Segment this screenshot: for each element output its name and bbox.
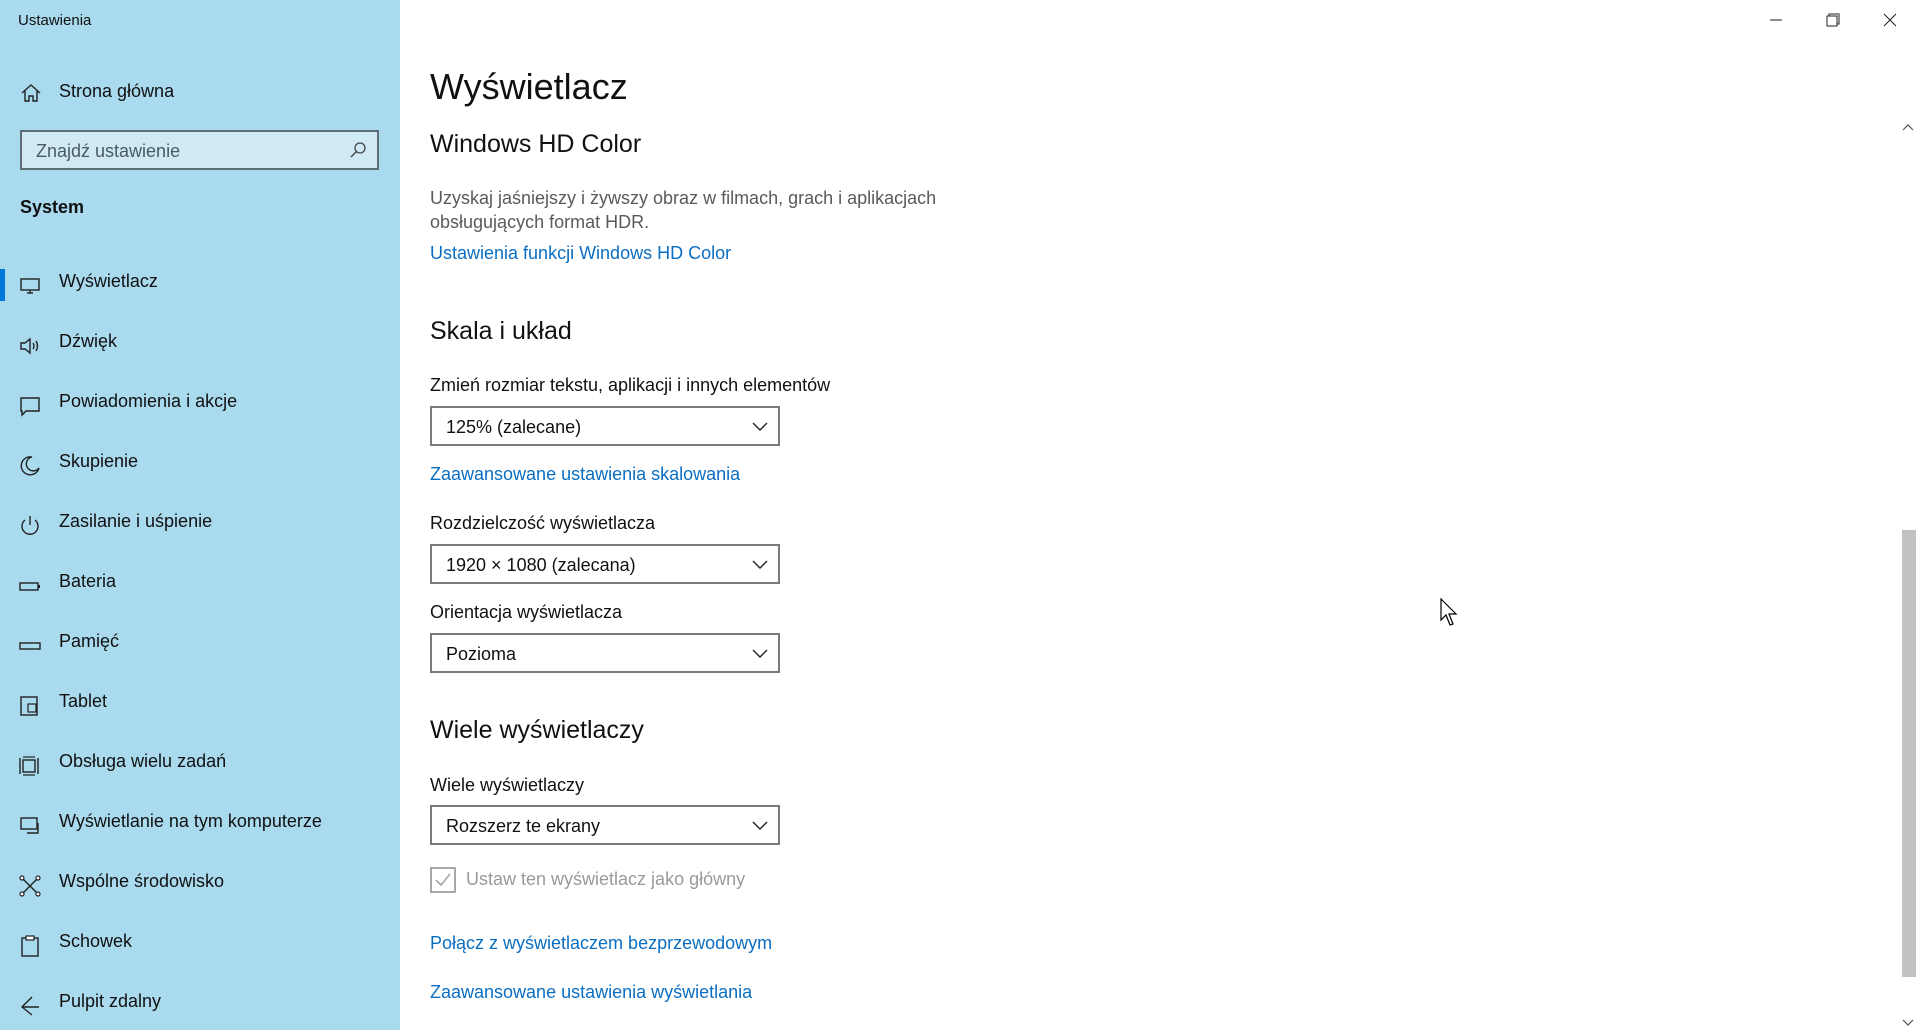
project-icon (18, 814, 42, 838)
sidebar-item-label: Wyświetlacz (59, 271, 158, 291)
sidebar-item-label: Wyświetlanie na tym komputerze (59, 811, 322, 831)
wireless-display-link[interactable]: Połącz z wyświetlaczem bezprzewodowym (430, 933, 773, 953)
sidebar-item-powiadomienia[interactable] (0, 376, 400, 436)
speaker-icon (18, 334, 42, 358)
orientation-dropdown[interactable] (430, 633, 780, 673)
clipboard-icon (18, 934, 42, 958)
chevron-down-icon (752, 558, 768, 570)
text-size-value: 125% (zalecane) (446, 417, 582, 437)
sidebar-item-label: Powiadomienia i akcje (59, 391, 238, 411)
sidebar-item-tablet[interactable] (0, 676, 400, 736)
multi-display-value: Rozszerz te ekrany (446, 816, 601, 836)
sidebar-item-label: Wspólne środowisko (59, 871, 225, 891)
sidebar-item-wiele-zadan[interactable] (0, 736, 400, 796)
chevron-down-icon (752, 819, 768, 831)
remote-desktop-icon (18, 994, 42, 1018)
sidebar-item-wyswietlanie[interactable] (0, 796, 400, 856)
scroll-down-icon[interactable] (1901, 1018, 1915, 1028)
resolution-dropdown[interactable] (430, 544, 780, 584)
search-placeholder: Znajdź ustawienie (36, 141, 181, 161)
scroll-thumb[interactable] (1902, 530, 1916, 977)
text-size-label: Zmień rozmiar tekstu, aplikacji i innych elementów (430, 375, 831, 395)
advanced-display-link[interactable]: Zaawansowane ustawienia wyświetlania (430, 982, 753, 1002)
sidebar-item-skupienie[interactable] (0, 436, 400, 496)
sidebar (0, 0, 400, 1030)
orientation-label: Orientacja wyświetlacza (430, 602, 623, 622)
section-title: System (20, 197, 85, 217)
main-display-checkbox[interactable] (430, 867, 456, 893)
tablet-icon (18, 694, 42, 718)
moon-icon (18, 454, 42, 478)
app-title: Ustawienia (18, 12, 92, 29)
scale-heading: Skala i układ (430, 317, 572, 345)
hdr-heading: Windows HD Color (430, 130, 642, 158)
multi-display-dropdown[interactable] (430, 805, 780, 845)
advanced-scaling-link[interactable]: Zaawansowane ustawienia skalowania (430, 464, 741, 484)
multi-display-label: Wiele wyświetlaczy (430, 775, 585, 795)
sidebar-item-pamiec[interactable] (0, 616, 400, 676)
shared-experiences-icon (18, 874, 42, 898)
sidebar-item-label: Tablet (59, 691, 108, 711)
sidebar-item-zasilanie[interactable] (0, 496, 400, 556)
search-icon[interactable] (349, 141, 367, 159)
orientation-value: Pozioma (446, 644, 517, 664)
sidebar-item-label: Obsługa wielu zadań (59, 751, 227, 771)
sidebar-item-dzwiek[interactable] (0, 316, 400, 376)
sidebar-item-label: Pulpit zdalny (59, 991, 162, 1011)
sidebar-item-bateria[interactable] (0, 556, 400, 616)
battery-icon (18, 574, 42, 598)
resolution-value: 1920 × 1080 (zalecana) (446, 555, 636, 575)
chevron-down-icon (752, 420, 768, 432)
scrollbar[interactable] (1898, 120, 1918, 1030)
sidebar-nav (0, 256, 400, 1030)
multitasking-icon (18, 754, 42, 778)
scroll-track[interactable] (1901, 140, 1915, 1020)
power-icon (18, 514, 42, 538)
sidebar-item-label: Dźwięk (59, 331, 118, 351)
checkmark-icon (435, 873, 451, 887)
main-display-checkbox-label: Ustaw ten wyświetlacz jako główny (466, 869, 746, 889)
sidebar-item-label: Bateria (59, 571, 117, 591)
sidebar-item-schowek[interactable] (0, 916, 400, 976)
hdr-settings-link[interactable]: Ustawienia funkcji Windows HD Color (430, 243, 732, 263)
sidebar-item-label: Schowek (59, 931, 133, 951)
sidebar-item-label: Zasilanie i uśpienie (59, 511, 213, 531)
hdr-description: Uzyskaj jaśniejszy i żywszy obraz w filmach, grach i aplikacjach obsługujących format HDR. (430, 188, 937, 232)
sidebar-item-pulpit-zdalny[interactable] (0, 976, 400, 1030)
sidebar-item-label: Pamięć (59, 631, 120, 651)
chevron-down-icon (752, 647, 768, 659)
storage-icon (18, 634, 42, 658)
main-content (400, 0, 1900, 1030)
scroll-up-icon[interactable] (1901, 122, 1915, 132)
monitor-icon (18, 274, 42, 298)
resolution-label: Rozdzielczość wyświetlacza (430, 513, 656, 533)
notification-icon (18, 394, 42, 418)
home-label: Strona główna (59, 81, 175, 101)
home-link[interactable] (0, 72, 400, 112)
search-input[interactable] (20, 130, 379, 170)
mouse-cursor-icon (1440, 598, 1460, 628)
multi-display-heading: Wiele wyświetlaczy (430, 716, 644, 744)
sidebar-item-wyswietlacz[interactable] (0, 256, 400, 316)
text-size-dropdown[interactable] (430, 406, 780, 446)
home-icon (20, 82, 42, 104)
sidebar-item-wspolne-srodowisko[interactable] (0, 856, 400, 916)
sidebar-item-label: Skupienie (59, 451, 139, 471)
page-title: Wyświetlacz (430, 66, 628, 107)
